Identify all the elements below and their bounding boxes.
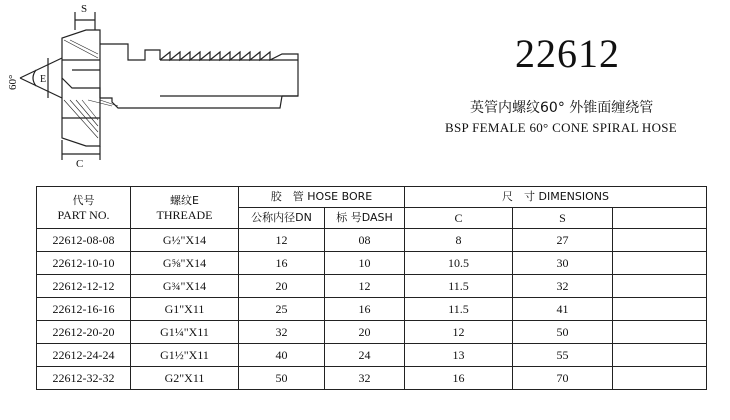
cell-part: 22612-12-12 (37, 275, 131, 298)
cell-thread: G⅝"X14 (131, 252, 239, 275)
spec-table (36, 186, 707, 390)
cell-s: 50 (513, 321, 613, 344)
drawing-label-angle: 60° (7, 74, 19, 90)
col-part-no-header (37, 187, 131, 229)
cell-dash: 12 (325, 275, 405, 298)
cell-thread: G¾"X14 (131, 275, 239, 298)
cell-thread: G1"X11 (131, 298, 239, 321)
cell-s: 70 (513, 367, 613, 390)
drawing-label-c: C (76, 158, 84, 170)
cell-dn: 12 (239, 229, 325, 252)
cell-empty (613, 252, 707, 275)
cell-c: 11.5 (405, 275, 513, 298)
cell-dash: 10 (325, 252, 405, 275)
cell-thread: G2"X11 (131, 367, 239, 390)
hose-bore-header: 胶 管 HOSE BORE (239, 187, 405, 208)
cell-c: 11.5 (405, 298, 513, 321)
cell-part: 22612-32-32 (37, 367, 131, 390)
cell-empty (613, 344, 707, 367)
col-thread-header (131, 187, 239, 229)
cell-dn: 40 (239, 344, 325, 367)
cell-dn: 20 (239, 275, 325, 298)
cell-s: 32 (513, 275, 613, 298)
fitting-drawing (0, 0, 330, 175)
dash-header: 标 号DASH (325, 208, 405, 229)
cell-s: 55 (513, 344, 613, 367)
cell-dn: 25 (239, 298, 325, 321)
cell-dn: 32 (239, 321, 325, 344)
cell-dn: 16 (239, 252, 325, 275)
table-row (37, 321, 707, 344)
cell-empty (613, 321, 707, 344)
cell-dash: 08 (325, 229, 405, 252)
cell-part: 22612-24-24 (37, 344, 131, 367)
cell-c: 12 (405, 321, 513, 344)
table-row (37, 298, 707, 321)
cell-thread: G½"X14 (131, 229, 239, 252)
thread-cn: 螺纹E (170, 193, 199, 207)
empty-header-cell (613, 208, 707, 229)
table-row (37, 252, 707, 275)
cell-dash: 16 (325, 298, 405, 321)
cell-thread: G1½"X11 (131, 344, 239, 367)
table-row (37, 367, 707, 390)
table-body (37, 229, 707, 390)
product-title-cn: 英管内螺纹60° 外锥面缠绕管 (470, 100, 654, 116)
cell-part: 22612-10-10 (37, 252, 131, 275)
table-row (37, 275, 707, 298)
cell-empty (613, 298, 707, 321)
product-title-en: BSP FEMALE 60° CONE SPIRAL HOSE (445, 120, 678, 135)
cell-c: 8 (405, 229, 513, 252)
cell-dash: 24 (325, 344, 405, 367)
cell-part: 22612-20-20 (37, 321, 131, 344)
part-no-cn: 代号 (72, 193, 95, 207)
cell-part: 22612-16-16 (37, 298, 131, 321)
s-header: S (513, 208, 613, 229)
cell-c: 13 (405, 344, 513, 367)
table-header-row (37, 187, 707, 208)
table-row (37, 344, 707, 367)
c-header: C (405, 208, 513, 229)
cell-c: 16 (405, 367, 513, 390)
cell-c: 10.5 (405, 252, 513, 275)
thread-en: THREADE (156, 207, 213, 222)
cell-empty (613, 229, 707, 252)
cell-empty (613, 367, 707, 390)
cell-s: 30 (513, 252, 613, 275)
drawing-label-e: E (40, 74, 47, 85)
cell-dn: 50 (239, 367, 325, 390)
cell-thread: G1¼"X11 (131, 321, 239, 344)
cell-s: 27 (513, 229, 613, 252)
cell-dash: 32 (325, 367, 405, 390)
table-row (37, 229, 707, 252)
drawing-label-s: S (81, 3, 88, 15)
cell-part: 22612-08-08 (37, 229, 131, 252)
part-no-en: PART NO. (57, 207, 110, 222)
dimensions-header: 尺 寸 DIMENSIONS (405, 187, 707, 208)
cell-s: 41 (513, 298, 613, 321)
cell-dash: 20 (325, 321, 405, 344)
product-code: 22612 (515, 31, 620, 76)
dn-header: 公称内径DN (239, 208, 325, 229)
cell-empty (613, 275, 707, 298)
